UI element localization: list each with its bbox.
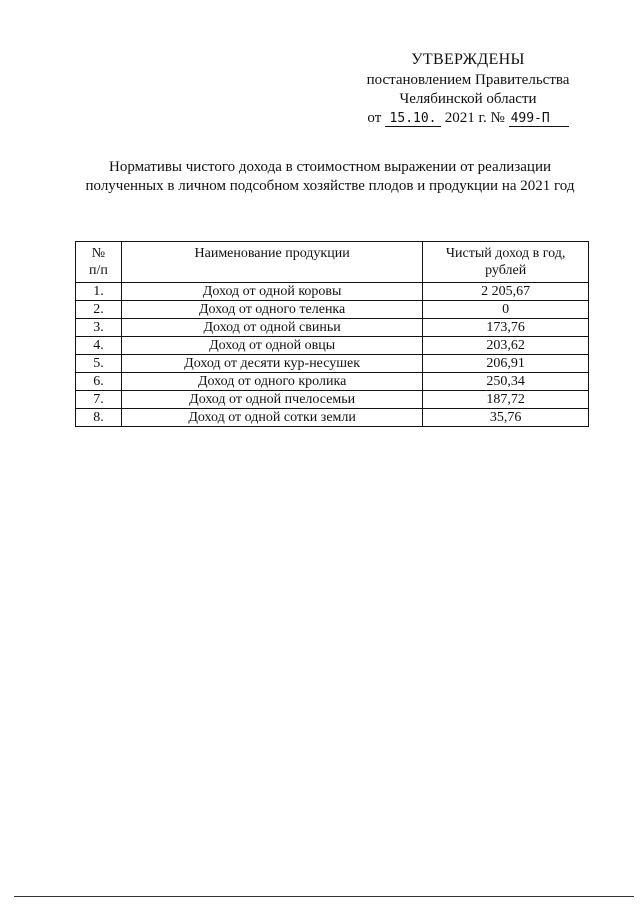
row-name: Доход от одной пчелосемьи [121,391,422,409]
table-row [76,301,589,319]
row-num: 2. [76,301,122,319]
row-num: 8. [76,409,122,427]
row-income: 35,76 [423,409,589,427]
header-num-line-2: п/п [89,263,108,278]
row-income: 250,34 [423,373,589,391]
row-name: Доход от одной свиньи [121,319,422,337]
document-title [60,158,600,196]
table-row [76,355,589,373]
row-income: 173,76 [423,319,589,337]
table-row [76,319,589,337]
table-row [76,283,589,301]
approval-line-2: Челябинской области [399,91,537,107]
row-income: 187,72 [423,391,589,409]
document-title-line-1: Нормативы чистого дохода в стоимостном выражении от реализации [109,159,551,175]
page-bottom-divider [14,896,634,897]
row-num: 5. [76,355,122,373]
approval-heading: УТВЕРЖДЕНЫ [411,51,525,68]
approval-prefix: от [367,110,382,126]
table-row [76,391,589,409]
row-name: Доход от одного теленка [121,301,422,319]
row-num: 1. [76,283,122,301]
header-income-line-1: Чистый доход в год, [445,246,566,261]
row-income: 0 [423,301,589,319]
row-name: Доход от одного кролика [121,373,422,391]
row-name: Доход от одной овцы [121,337,422,355]
table-header-row [76,242,589,283]
row-num: 6. [76,373,122,391]
row-income: 2 205,67 [423,283,589,301]
row-name: Доход от одной коровы [121,283,422,301]
row-name: Доход от десяти кур-несушек [121,355,422,373]
row-income: 206,91 [423,355,589,373]
table-row [76,409,589,427]
approval-date: 15.10. [385,111,441,127]
row-num: 3. [76,319,122,337]
document-title-line-2: полученных в личном подсобном хозяйстве плодов и продукции на 2021 год [85,178,575,194]
row-income: 203,62 [423,337,589,355]
approval-number: 499-П [509,111,569,127]
header-num [76,242,122,283]
header-income [423,242,589,283]
approval-block [358,50,578,128]
approval-line-1: постановлением Правительства [366,72,570,88]
norms-table [75,241,589,427]
table-row [76,337,589,355]
header-num-line-1: № [91,246,106,261]
row-name: Доход от одной сотки земли [121,409,422,427]
approval-date-line [358,109,578,128]
table-row [76,373,589,391]
header-name: Наименование продукции [121,242,422,283]
row-num: 7. [76,391,122,409]
row-num: 4. [76,337,122,355]
header-income-line-2: рублей [485,263,527,278]
approval-year: 2021 г. № [444,110,505,126]
